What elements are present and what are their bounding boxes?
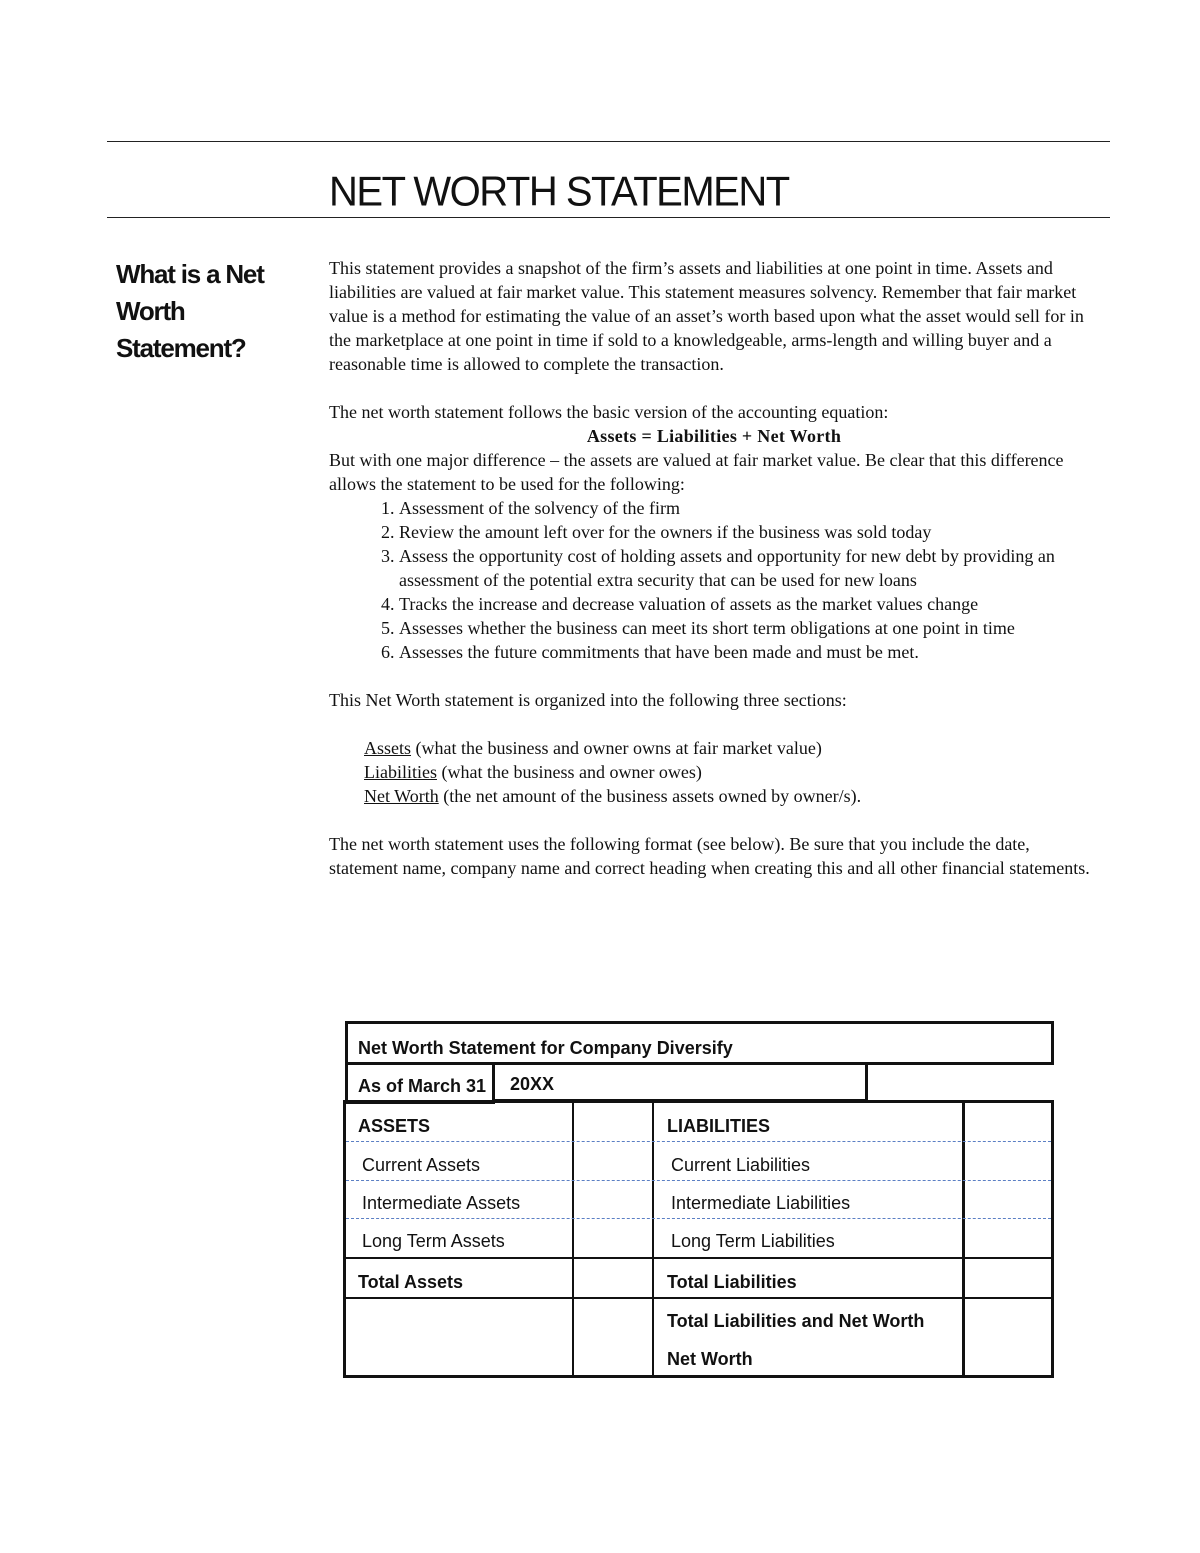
liabilities-header: LIABILITIES (667, 1116, 770, 1136)
equation-intro: The net worth statement follows the basic version of the accounting equation: (329, 402, 889, 422)
list-item: 1. Assessment of the solvency of the firm (399, 496, 1099, 520)
difference-text: But with one major difference – the assets are valued at fair market value. Be clear that this difference allows the statement to be used for the following: (329, 450, 1064, 494)
section-term: Net Worth (364, 786, 439, 806)
current-liabilities-label: Current Liabilities (671, 1155, 811, 1175)
long-term-liabilities-label: Long Term Liabilities (671, 1231, 835, 1251)
section-term: Assets (364, 738, 412, 758)
net-worth-label: Net Worth (667, 1349, 753, 1369)
column-divider (962, 1101, 965, 1377)
year-value: 20XX (510, 1074, 555, 1094)
sections-intro: This Net Worth statement is organized into the following three sections: (329, 690, 847, 710)
long-term-assets-label: Long Term Assets (362, 1231, 505, 1251)
list-item: 2. Review the amount left over for the owners if the business was sold today (399, 520, 1099, 544)
list-item: 6. Assesses the future commitments that have been made and must be met. (399, 640, 1099, 664)
section-desc: (the net amount of the business assets owned by owner/s). (438, 786, 862, 806)
column-divider (652, 1101, 654, 1377)
list-item: 3. Assess the opportunity cost of holding assets and opportunity for new debt by providing an assessment of the potential extra security that can be used for new loans (399, 544, 1099, 592)
as-of-label: As of March 31 (358, 1076, 487, 1096)
list-item: 5. Assesses whether the business can meet its short term obligations at one point in time (399, 616, 1099, 640)
row-divider (346, 1218, 1051, 1219)
statement-heading: Net Worth Statement for Company Diversify (358, 1038, 733, 1058)
format-text: The net worth statement uses the following format (see below). Be sure that you include the date, statement name, company name and correct heading when creating this and all other financial statements. (329, 834, 1090, 878)
section-term: Liabilities (364, 762, 437, 782)
row-divider (346, 1180, 1051, 1181)
list-item: 4. Tracks the increase and decrease valuation of assets as the market values change (399, 592, 1099, 616)
column-divider (572, 1101, 574, 1377)
section-desc: (what the business and owner owns at fair market value) (411, 738, 822, 758)
total-assets-label: Total Assets (358, 1272, 464, 1292)
assets-header: ASSETS (358, 1116, 431, 1136)
row-divider (346, 1297, 1051, 1299)
accounting-equation: Assets = Liabilities + Net Worth (586, 426, 842, 446)
current-assets-label: Current Assets (362, 1155, 481, 1175)
total-liabilities-net-worth-label: Total Liabilities and Net Worth (667, 1311, 925, 1331)
section-desc: (what the business and owner owes) (436, 762, 702, 782)
total-liabilities-label: Total Liabilities (667, 1272, 797, 1292)
intermediate-assets-label: Intermediate Assets (362, 1193, 521, 1213)
intermediate-liabilities-label: Intermediate Liabilities (671, 1193, 851, 1213)
intro-paragraph: This statement provides a snapshot of the firm’s assets and liabilities at one point in time. Assets and liabilities are valued at fair market value. This statement measures solvency. Remember that fair market value is a method for estimating the value of an asset’s worth based upon what the asset would sell for in the marketplace at one point in time if sold to a knowledgeable, arms-length and willing buyer and a reasonable time is allowed to complete the transaction. (329, 258, 1084, 374)
row-divider (346, 1257, 1051, 1259)
page-title: NET WORTH STATEMENT (329, 169, 789, 215)
row-divider (346, 1141, 1051, 1142)
side-heading: What is a Net Worth Statement? (116, 259, 264, 363)
